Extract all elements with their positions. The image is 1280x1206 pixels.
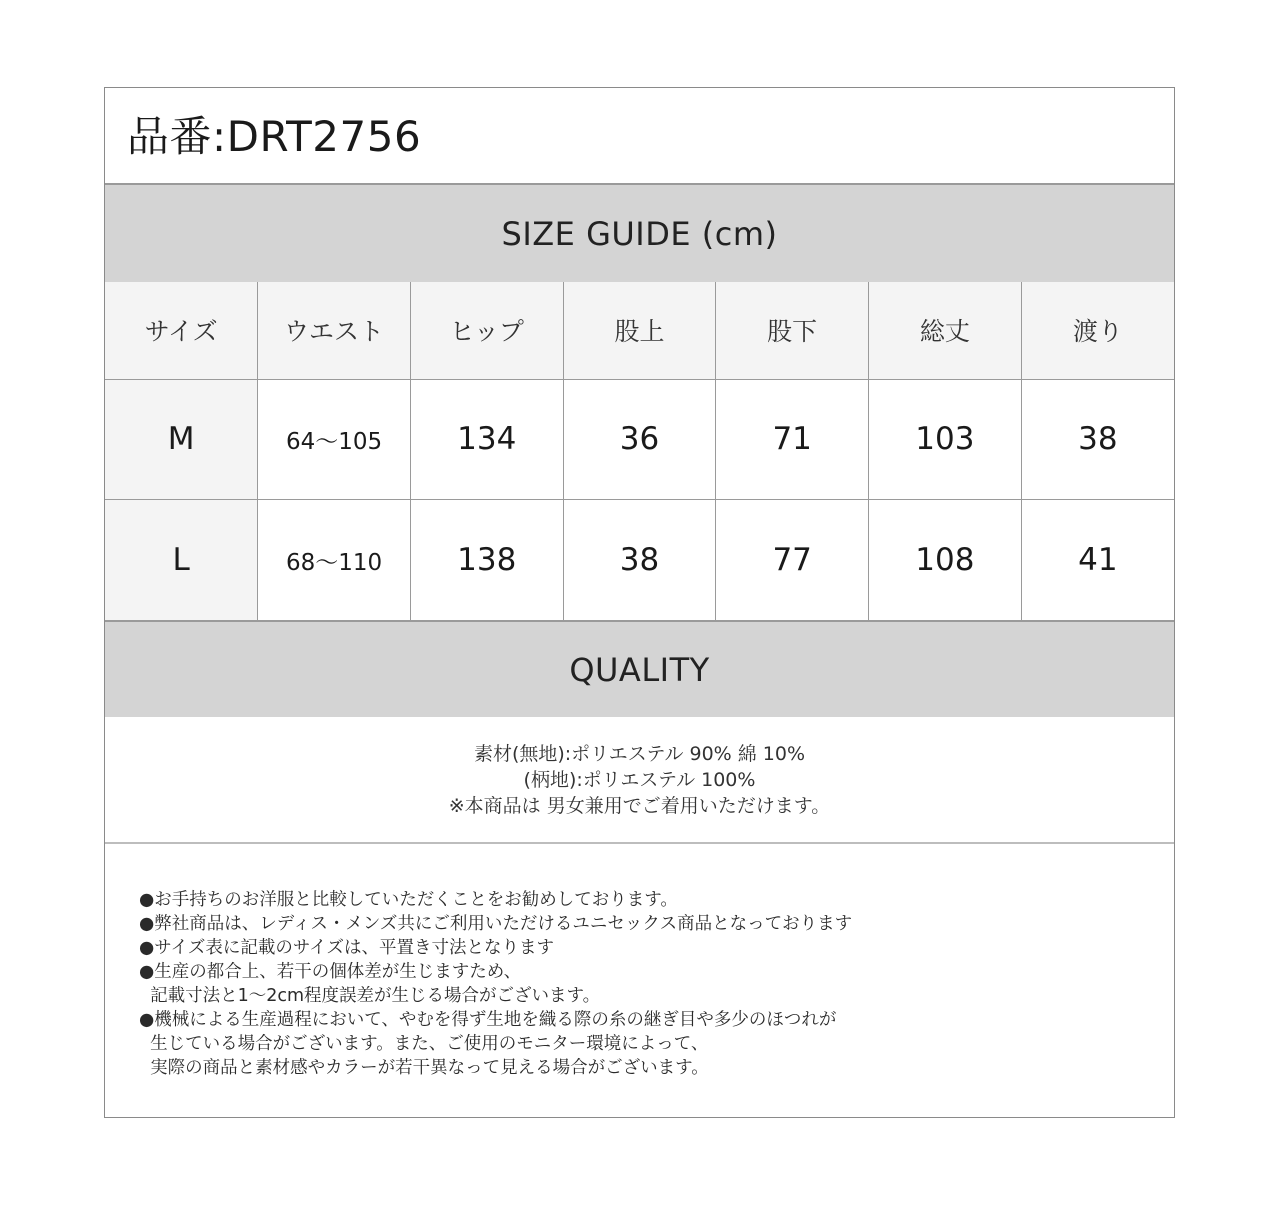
quality-body xyxy=(105,717,1174,844)
inseam-cell: 71 xyxy=(716,379,869,499)
header-thigh: 渡り xyxy=(1021,282,1174,379)
size-guide-heading: SIZE GUIDE (cm) xyxy=(105,185,1174,282)
waist-cell: 64〜105 xyxy=(258,379,411,499)
hip-cell: 138 xyxy=(410,500,563,620)
rise-cell: 38 xyxy=(563,500,716,620)
size-table-header xyxy=(105,282,1174,379)
size-table xyxy=(105,282,1174,620)
length-cell: 103 xyxy=(869,379,1022,499)
note-line: ●お手持ちのお洋服と比較していただくことをお勧めしております。 xyxy=(139,890,678,910)
size-cell: L xyxy=(105,500,258,620)
product-number: 品番:DRT2756 xyxy=(127,112,422,161)
header-rise: 股上 xyxy=(563,282,716,379)
note-line: ●弊社商品は、レディス・メンズ共にご利用いただけるユニセックス商品となっております xyxy=(139,914,853,934)
header-length: 総丈 xyxy=(869,282,1022,379)
header-waist: ウエスト xyxy=(258,282,411,379)
size-cell: M xyxy=(105,379,258,499)
title-row xyxy=(105,88,1174,185)
thigh-cell: 41 xyxy=(1021,500,1174,620)
length-cell: 108 xyxy=(869,500,1022,620)
note-line: 記載寸法と1〜2cm程度誤差が生じる場合がございます。 xyxy=(139,986,601,1006)
quality-heading: QUALITY xyxy=(105,620,1174,717)
table-row xyxy=(105,379,1174,499)
size-chart-sheet xyxy=(104,87,1175,1118)
header-inseam: 股下 xyxy=(716,282,869,379)
waist-cell: 68〜110 xyxy=(258,500,411,620)
header-size: サイズ xyxy=(105,282,258,379)
note-line: ●生産の都合上、若干の個体差が生じますため、 xyxy=(139,962,522,982)
notes-list xyxy=(139,888,1139,1080)
header-hip: ヒップ xyxy=(410,282,563,379)
note-line: 実際の商品と素材感やカラーが若干異なって見える場合がございます。 xyxy=(139,1058,709,1078)
note-line: ●機械による生産過程において、やむを得ず生地を織る際の糸の継ぎ目や多少のほつれが xyxy=(139,1010,837,1030)
note-line: 生じている場合がございます。また、ご使用のモニター環境によって、 xyxy=(139,1034,709,1054)
thigh-cell: 38 xyxy=(1021,379,1174,499)
inseam-cell: 77 xyxy=(716,500,869,620)
note-line: ●サイズ表に記載のサイズは、平置き寸法となります xyxy=(139,938,554,958)
table-row xyxy=(105,500,1174,620)
hip-cell: 134 xyxy=(410,379,563,499)
unisex-note: ※本商品は 男女兼用でご着用いただけます。 xyxy=(448,794,831,817)
rise-cell: 36 xyxy=(563,379,716,499)
material-pattern: (柄地):ポリエステル 100% xyxy=(523,768,756,791)
material-solid: 素材(無地):ポリエステル 90% 綿 10% xyxy=(473,742,806,765)
